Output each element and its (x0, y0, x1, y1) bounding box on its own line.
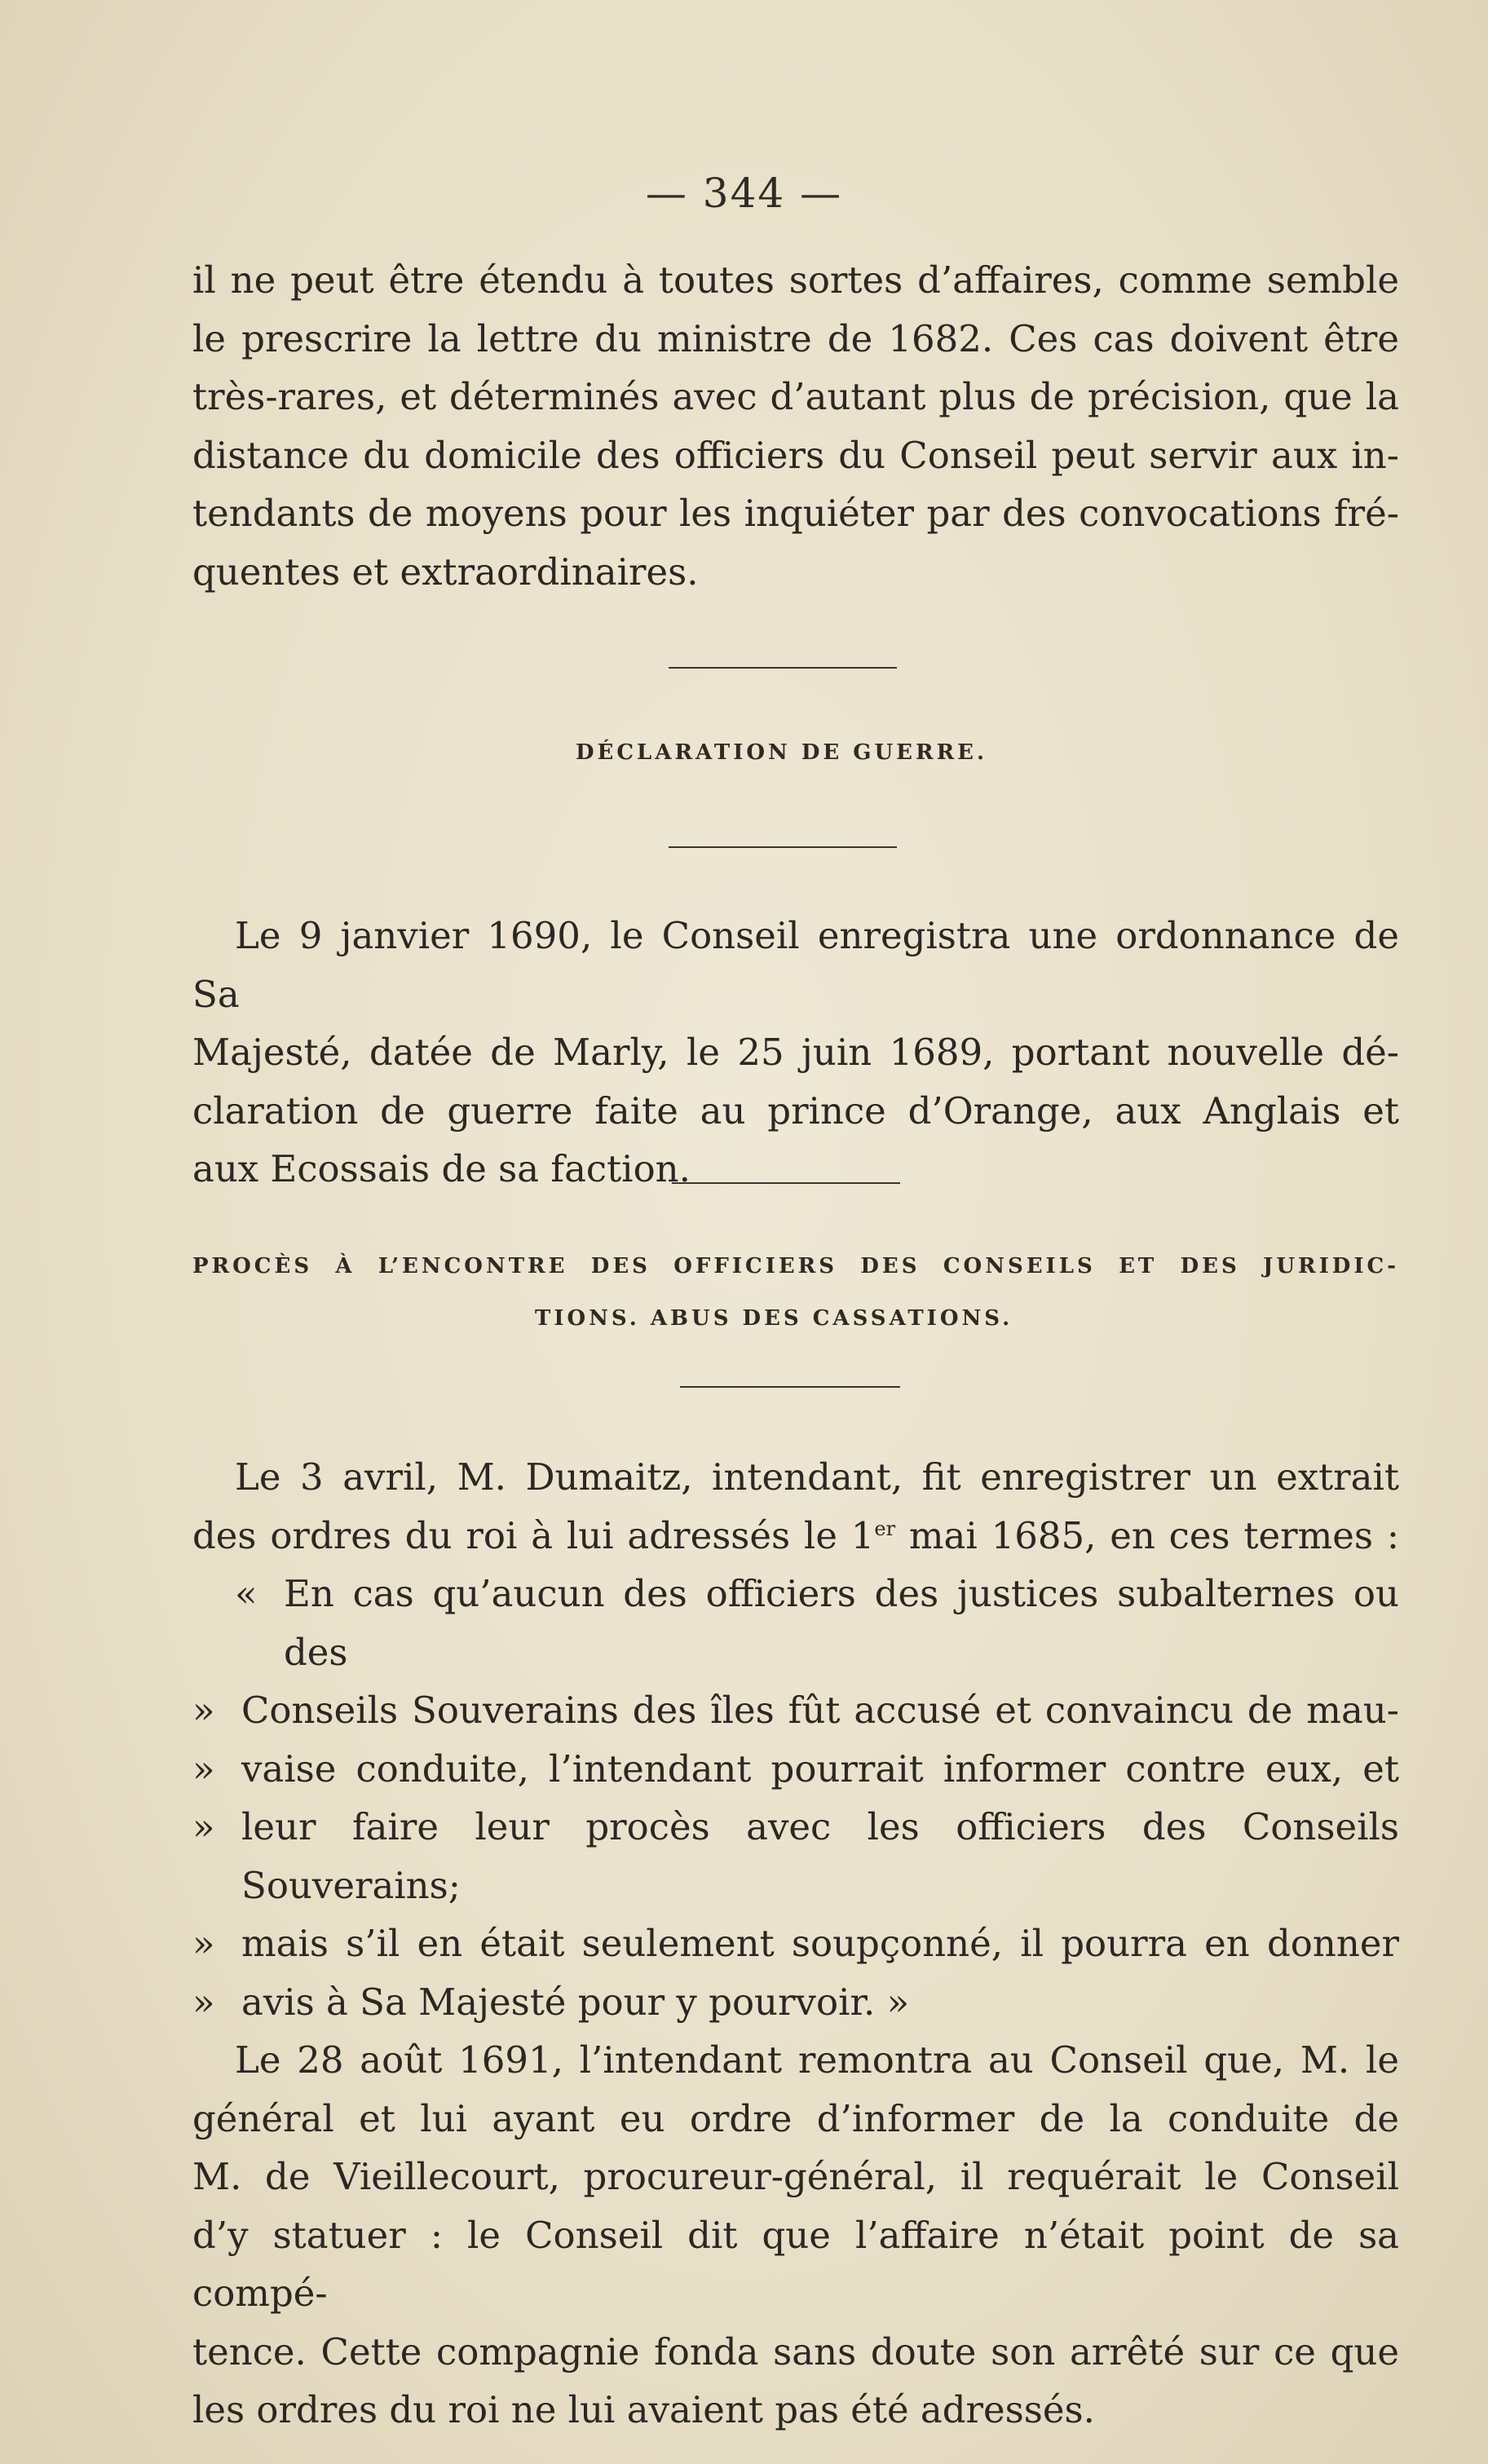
quote-text: mais s’il en était seulement soupçonné, il pourra en donner (241, 1922, 1399, 1965)
quote-text: En cas qu’aucun des officiers des justices subalternes ou des (284, 1572, 1399, 1674)
continue-quote-mark: » (192, 1980, 215, 2024)
paragraph-declaration (192, 907, 1399, 1199)
text-span: des ordres du roi à lui adressés le 1 (192, 1513, 875, 1557)
text-line: tendants de moyens pour les inquiéter par des convocations fré- (192, 492, 1399, 535)
continue-quote-mark: » (192, 1805, 215, 1848)
continue-quote-mark: » (192, 1746, 215, 1791)
section-rule (680, 1386, 900, 1388)
text-line: les ordres du roi ne lui avaient pas été adressés. (192, 2388, 1095, 2431)
text-line: le prescrire la lettre du ministre de 1682. Ces cas doivent être (192, 316, 1399, 360)
continue-quote-mark: » (192, 1689, 215, 1732)
quote-text: Conseils Souverains des îles fût accusé et convaincu de mau- (241, 1689, 1399, 1732)
section-heading-declaration: DÉCLARATION DE GUERRE. (576, 740, 988, 765)
paragraph-proces (192, 1448, 1399, 2440)
text-line: général et lui ayant eu ordre d’informer de la conduite de (192, 2096, 1399, 2140)
text-line: distance du domicile des officiers du Conseil peut servir aux in- (192, 433, 1399, 477)
section-heading-proces-line-1: PROCÈS À L’ENCONTRE DES OFFICIERS DES CONSEILS ET DES JURIDIC- (192, 1254, 1399, 1278)
quote-line (192, 1565, 1399, 1681)
quote-line (192, 1681, 1399, 1740)
text-line: très-rares, et déterminés avec d’autant plus de précision, que la (192, 375, 1399, 418)
quote-line (192, 1973, 1399, 2032)
text-line: Majesté, datée de Marly, le 25 juin 1689, portant nouvelle dé- (192, 1031, 1399, 1074)
text-line (192, 1507, 1399, 1565)
text-line: Le 28 août 1691, l’intendant remontra au Conseil que, M. le (235, 2038, 1399, 2082)
quote-line (192, 1798, 1399, 1914)
text-line: M. de Vieillecourt, procureur-général, il requérait le Conseil (192, 2155, 1399, 2198)
quote-text: avis à Sa Majesté pour y pourvoir. » (241, 1980, 910, 2024)
quote-line (192, 1914, 1399, 1973)
text-line: claration de guerre faite au prince d’Orange, aux Anglais et (192, 1088, 1399, 1133)
text-span: mai 1685, en ces termes : (895, 1513, 1399, 1557)
text-line: quentes et extraordinaires. (192, 550, 699, 594)
section-rule (669, 667, 897, 669)
section-rule (669, 846, 897, 848)
section-rule (672, 1182, 900, 1184)
continue-quote-mark: » (192, 1922, 215, 1965)
text-line: Le 3 avril, M. Dumaitz, intendant, fit enregistrer un extrait (235, 1455, 1399, 1499)
page-number: — 344 — (645, 170, 843, 217)
paragraph-continuation (192, 251, 1399, 601)
text-line: d’y statuer : le Conseil dit que l’affaire n’était point de sa compé- (192, 2213, 1399, 2315)
quote-text: leur faire leur procès avec les officiers des Conseils Souverains; (241, 1805, 1399, 1907)
section-heading-proces-line-2: TIONS. ABUS DES CASSATIONS. (535, 1306, 1013, 1331)
text-line: tence. Cette compagnie fonda sans doute son arrêté sur ce que (192, 2329, 1399, 2373)
text-line: il ne peut être étendu à toutes sortes d’affaires, comme semble (192, 258, 1399, 302)
text-line: aux Ecossais de sa faction. (192, 1147, 691, 1190)
quote-text: vaise conduite, l’intendant pourrait informer contre eux, et (241, 1746, 1399, 1791)
open-quote-mark: « (235, 1572, 258, 1615)
quote-line (192, 1740, 1399, 1799)
text-line: Le 9 janvier 1690, le Conseil enregistra une ordonnance de Sa (192, 914, 1399, 1016)
superscript: er (874, 1517, 896, 1540)
